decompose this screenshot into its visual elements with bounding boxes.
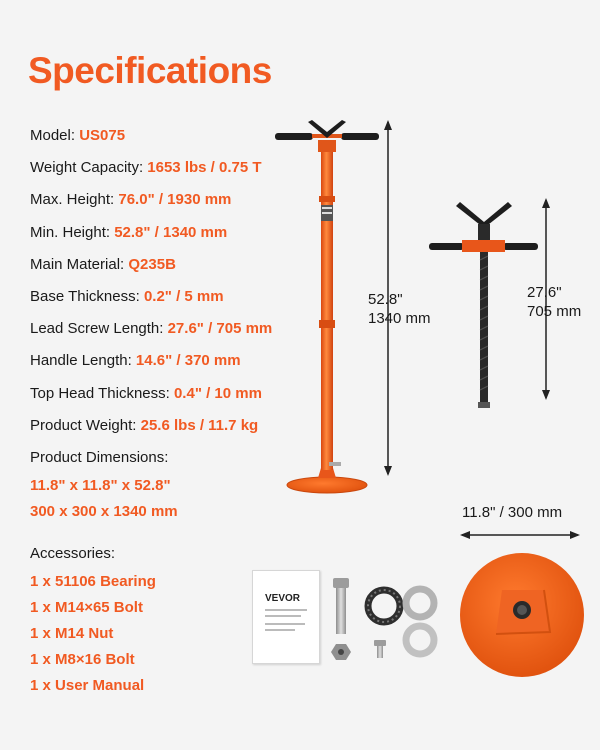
accessory-item: 1 x M14×65 Bolt [30, 599, 143, 616]
spec-value: US075 [79, 127, 126, 144]
spec-label: Min. Height: [30, 223, 115, 241]
spec-label: Base Thickness: [30, 287, 144, 305]
accessory-item: 1 x M8×16 Bolt [30, 651, 135, 668]
spec-value: 52.8" / 1340 mm [114, 223, 228, 241]
spec-value: 14.6" / 370 mm [135, 352, 241, 370]
screw-length-mm: 705 mm [527, 303, 582, 320]
accessories-label: Accessories: [30, 545, 116, 562]
spec-label: Top Head Thickness: [30, 384, 174, 402]
spec-label: Handle Length: [30, 352, 136, 370]
bolt-m8-image [374, 640, 386, 658]
base-diameter-dimension [460, 531, 580, 539]
accessory-item: 1 x 51106 Bearing [30, 573, 156, 590]
washer-image [406, 589, 434, 654]
base-diameter-label: 11.8" / 300 mm [462, 504, 563, 521]
spec-label: Main Material: [30, 255, 129, 273]
stand-height-mm: 1340 mm [368, 310, 431, 327]
nut-m14-image [331, 644, 351, 660]
spec-value: Q235B [128, 255, 176, 273]
spec-value: 1653 lbs / 0.75 T [147, 159, 262, 177]
spec-label: Product Weight: [30, 416, 141, 434]
bolt-m14-image [333, 578, 349, 634]
stand-height-label [368, 290, 431, 328]
spec-label: Max. Height: [30, 191, 119, 209]
spec-value: 76.0" / 1930 mm [118, 191, 232, 209]
accessory-item: 1 x User Manual [30, 677, 145, 694]
spec-label: Lead Screw Length: [30, 320, 168, 338]
page-title: Specifications [28, 50, 272, 91]
lead-screw-image [429, 202, 538, 408]
manual-brand: VEVOR [265, 593, 301, 604]
spec-value: 0.2" / 5 mm [143, 287, 224, 305]
spec-label: Weight Capacity: [30, 159, 148, 177]
spec-label: Model: [30, 127, 80, 144]
accessory-item: 1 x M14 Nut [30, 625, 114, 642]
stand-height-in: 52.8" [368, 291, 403, 308]
base-plate-image [460, 553, 584, 677]
user-manual-image [252, 570, 320, 664]
spec-value: 25.6 lbs / 11.7 kg [140, 416, 259, 434]
product-dimensions-label: Product Dimensions: [30, 449, 169, 466]
product-dimensions-mm: 300 x 300 x 1340 mm [30, 503, 178, 520]
screw-length-label [527, 283, 581, 321]
screw-length-in: 27.6" [527, 284, 562, 301]
underhoist-stand-image [275, 120, 379, 493]
spec-value: 0.4" / 10 mm [173, 384, 262, 402]
bearing-image [368, 590, 400, 622]
spec-value: 27.6" / 705 mm [167, 320, 273, 338]
product-dimensions-inches: 11.8" x 11.8" x 52.8" [30, 477, 171, 494]
